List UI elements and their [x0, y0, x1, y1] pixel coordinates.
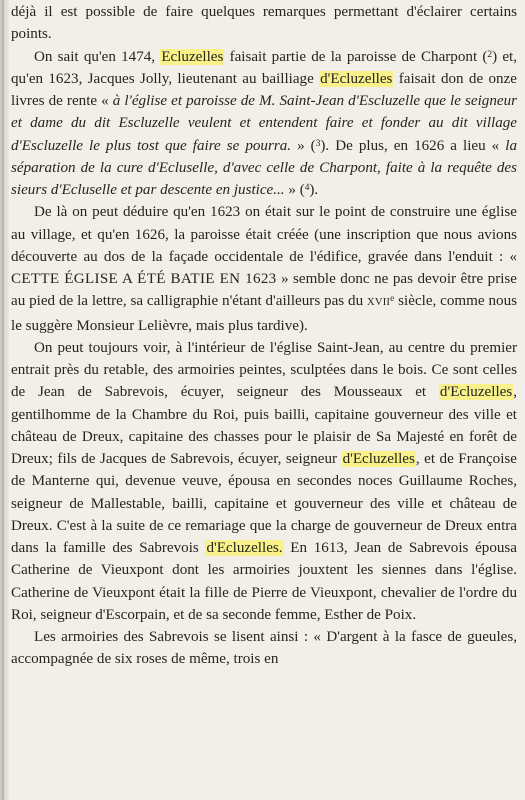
quotation: à l'église et paroisse de M. Saint-Jean d'Escluzelle que le seigneur et dame du dit Escluzelle veulent et entendent faire et fonder au dit village d'Escluzelle le plus tost que faire se pourra. [11, 93, 517, 154]
text-run: ). De plus, en 1626 a lieu « [320, 137, 506, 154]
quotation: la séparation de la cure d'Ecluselle, d'avec celle de Charpont, faite à la requête des sieurs d'Ecluselle et par descente en justice... [11, 137, 517, 198]
text-run: ) et, qu'en 1623, Jacques Jolly, lieutenant au bailliage [11, 48, 517, 87]
paragraph-deduction [11, 201, 517, 337]
page-binding-edge [2, 0, 4, 800]
inscription-text: CETTE ÉGLISE A ÉTÉ BATIE EN 1623 [11, 271, 277, 287]
text-run: faisait don de onze livres de rente « [11, 70, 517, 109]
paragraph-text: déjà il est possible de faire quelques remarques permettant d'éclairer certains points. [11, 4, 517, 43]
century-suffix: e [390, 294, 395, 305]
text-run: On sait qu'en 1474, [34, 48, 161, 65]
highlighted-term: d'Ecluzelles [342, 451, 415, 467]
footnote-ref: 2 [487, 49, 493, 60]
text-run: » semble donc ne pas devoir être prise au pied de la lettre, sa calligraphie n'étant d'ailleurs pas du [11, 271, 517, 310]
text-run: faisait partie de la paroisse de Charpont ( [224, 48, 488, 65]
body-text [11, 1, 517, 671]
footnote-ref: 4 [304, 182, 310, 193]
text-run: » ( [291, 137, 316, 154]
text-run: En 1613, Jean de Sabrevois épousa Catherine de Vieuxpont dont les armoiries jouxtent les siennes dans l'église. Catherine de Vieuxpont était la fille de Pierre de Vieuxpont, chevalier de l'ordre du Roi, seigneur d'Escorpain, et de sa seconde femme, Esther de Poix. [11, 540, 518, 623]
century-numeral: XVII [367, 297, 391, 309]
paragraph-armoiries [11, 337, 517, 626]
text-run: ). [309, 182, 319, 198]
paragraph-text: Les armoiries des Sabrevois se lisent ainsi : « D'argent à la fasce de gueules, accompagnée de six roses de même, trois en [11, 629, 517, 668]
footnote-ref: 3 [315, 138, 321, 149]
highlighted-term: d'Ecluzelles [320, 70, 393, 87]
text-run: De là on peut déduire qu'en 1623 on était sur le point de construire une église au village, et qu'en 1626, la paroisse était créée (une inscription que nous avions découverte au dos de la façade occidentale de l'édifice, gravée dans l'enduit : « [11, 204, 517, 265]
text-run: siècle, comme nous le suggère Monsieur Lelièvre, mais plus tardive). [11, 293, 517, 334]
text-run: , gentilhomme de la Chambre du Roi, puis bailli, capitaine gouverneur des ville et château de Dreux, capitaine des chasses pour le plaisir de Sa Majesté en forêt de Dreux; fils de Jacques de Sabrevois, écuyer, seigneur [11, 384, 517, 467]
highlighted-term: d'Ecluzelles [439, 384, 513, 401]
highlighted-term: d'Ecluzelles. [206, 540, 283, 556]
highlighted-term: Ecluzelles [161, 48, 224, 65]
text-run: » ( [284, 182, 305, 198]
text-run: On peut toujours voir, à l'intérieur de l'église Saint-Jean, au centre du premier entrait près du retable, des armoiries peintes, sculptées dans le bois. Ce sont celles de Jean de Sabrevois, écuyer, seigneur des Mousseaux et [11, 339, 517, 401]
text-run: , et de Françoise de Manterne qui, devenue veuve, épousa en secondes noces Guillaume Roches, seigneur de Mallestable, bailli, capitaine et gouverneur des ville et château de Dreux. C'est à la suite de ce remariage que la charge de gouverneur de Dreux entra dans la famille des Sabrevois [11, 451, 517, 556]
paragraph-history [11, 46, 517, 202]
paragraph-continuation [11, 1, 517, 46]
paragraph-blazon [11, 626, 517, 671]
